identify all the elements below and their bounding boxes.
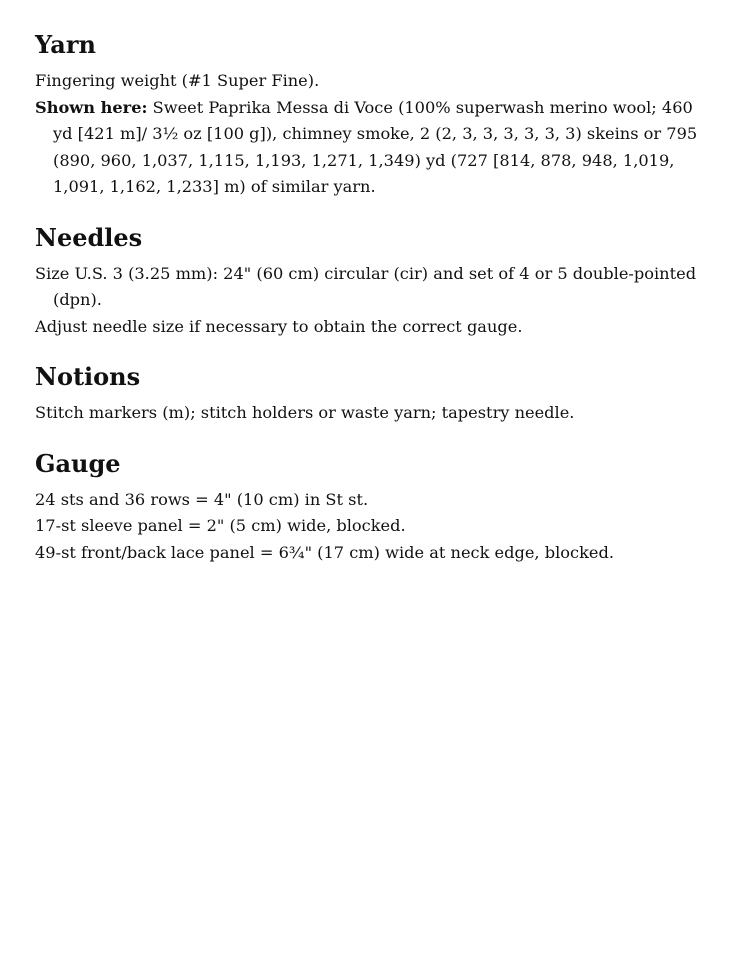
shown-here-label: Shown here:	[35, 97, 148, 117]
gauge-section	[35, 449, 710, 567]
needles-heading: Needles	[35, 222, 143, 252]
yarn-weight: Fingering weight (#1 Super Fine).	[35, 71, 320, 90]
gauge-heading: Gauge	[35, 448, 121, 478]
gauge-line-3: 49-st front/back lace panel = 6¾" (17 cm) wide at neck edge, blocked.	[35, 542, 614, 562]
yarn-section	[35, 30, 710, 201]
notions-heading: Notions	[35, 362, 141, 391]
needles-size: Size U.S. 3 (3.25 mm): 24" (60 cm) circular (cir) and set of 4 or 5 double-pointed (dpn).	[35, 263, 697, 309]
needles-section	[35, 223, 710, 341]
yarn-shown-here	[35, 95, 710, 201]
notions-section	[35, 362, 710, 427]
notions-text: Stitch markers (m); stitch holders or waste yarn; tapestry needle.	[35, 403, 575, 422]
needles-adjust: Adjust needle size if necessary to obtain the correct gauge.	[35, 316, 523, 336]
shown-here-text: Sweet Paprika Messa di Voce (100% superwash merino wool; 460 yd [421 m]/ 3½ oz [100 g]), chimney smoke, 2 (2, 3, 3, 3, 3, 3, 3) skeins or 795 (890, 960, 1,037, 1,115, 1,193, 1,271, 1,349) yd (727 [814, 878, 948, 1,019, 1,091, 1,162, 1,233] m) of similar yarn.	[53, 97, 698, 196]
yarn-heading: Yarn	[35, 30, 96, 59]
gauge-line-2: 17-st sleeve panel = 2" (5 cm) wide, blocked.	[35, 516, 406, 535]
gauge-line-1: 24 sts and 36 rows = 4" (10 cm) in St st.	[35, 489, 369, 509]
